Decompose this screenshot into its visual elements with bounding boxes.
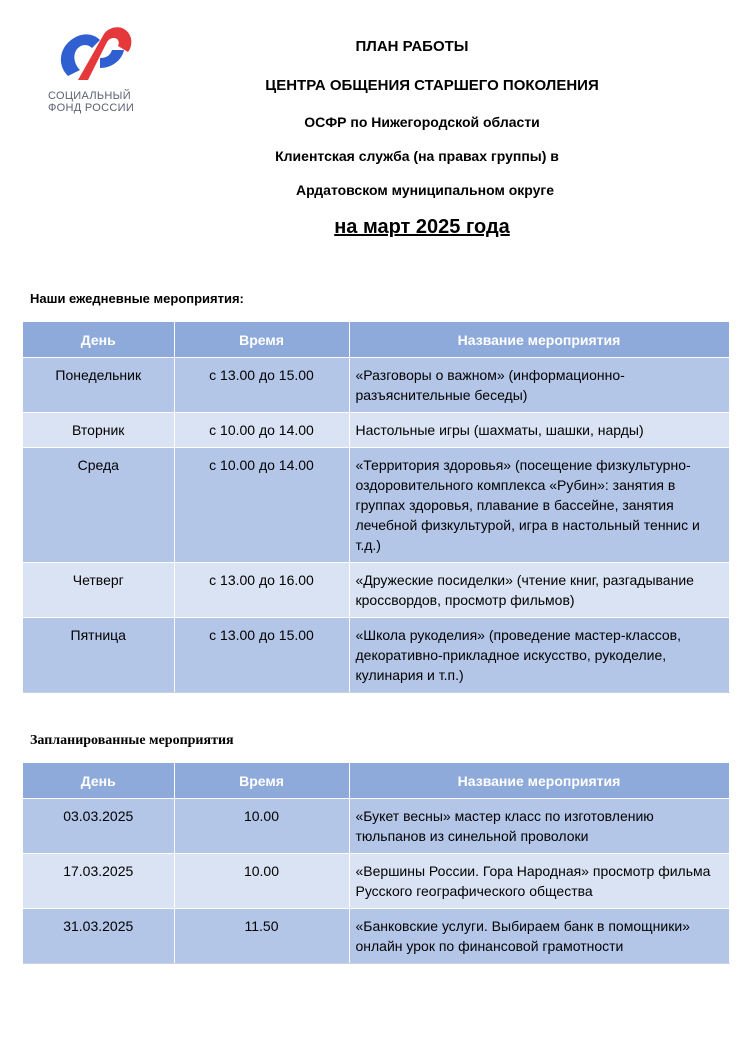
table-row <box>23 563 729 618</box>
cell-day: Среда <box>23 448 174 563</box>
planned-table <box>23 763 730 964</box>
plan-title: ПЛАН РАБОТЫ <box>355 38 469 55</box>
cell-time: с 10.00 до 14.00 <box>174 413 349 448</box>
cell-date: 31.03.2025 <box>23 909 174 964</box>
cell-day: Пятница <box>23 618 174 693</box>
table-row <box>23 909 729 964</box>
cell-date: 17.03.2025 <box>23 854 174 909</box>
branch-title: ОСФР по Нижегородской области <box>304 114 540 130</box>
cell-event: Настольные игры (шахматы, шашки, нарды) <box>349 413 729 448</box>
table-header-row <box>23 322 729 358</box>
cell-event: «Банковские услуги. Выбираем банк в помощники» онлайн урок по финансовой грамотности <box>349 909 729 964</box>
cell-event: «Вершины России. Гора Народная» просмотр фильма Русского географического общества <box>349 854 729 909</box>
cell-day: Понедельник <box>23 358 174 413</box>
district-title: Ардатовском муниципальном округе <box>295 182 555 198</box>
table-row <box>23 413 729 448</box>
cell-time: с 13.00 до 15.00 <box>174 358 349 413</box>
column-header-time: Время <box>174 322 349 358</box>
table-row <box>23 448 729 563</box>
column-header-day: День <box>23 763 174 799</box>
cell-event: «Букет весны» мастер класс по изготовлению тюльпанов из синельной проволоки <box>349 799 729 854</box>
center-title: ЦЕНТРА ОБЩЕНИЯ СТАРШЕГО ПОКОЛЕНИЯ <box>265 77 599 94</box>
column-header-name: Название мероприятия <box>349 322 729 358</box>
cell-event: «Дружеские посиделки» (чтение книг, разгадывание кроссвордов, просмотр фильмов) <box>349 563 729 618</box>
planned-section-title: Запланированные мероприятия <box>30 733 234 748</box>
logo-text-line2: ФОНД РОССИИ <box>48 102 135 114</box>
column-header-name: Название мероприятия <box>349 763 729 799</box>
logo-text-line1: СОЦИАЛЬНЫЙ <box>48 90 131 102</box>
cell-time: 11.50 <box>174 909 349 964</box>
cell-event: «Территория здоровья» (посещение физкультурно-оздоровительного комплекса «Рубин»: занятия в группах здоровья, плавание в бассейне, занятия лечебной физкультурой, игра в настольный теннис и т.д.) <box>349 448 729 563</box>
cell-event: «Разговоры о важном» (информационно-разъяснительные беседы) <box>349 358 729 413</box>
cell-time: 10.00 <box>174 799 349 854</box>
cell-date: 03.03.2025 <box>23 799 174 854</box>
daily-table <box>23 322 730 693</box>
cell-time: с 10.00 до 14.00 <box>174 448 349 563</box>
table-row <box>23 618 729 693</box>
daily-section-title: Наши ежедневные мероприятия: <box>30 291 244 306</box>
cell-day: Четверг <box>23 563 174 618</box>
cell-time: с 13.00 до 16.00 <box>174 563 349 618</box>
cell-time: 10.00 <box>174 854 349 909</box>
column-header-day: День <box>23 322 174 358</box>
cell-time: с 13.00 до 15.00 <box>174 618 349 693</box>
period-title: на март 2025 года <box>334 216 510 238</box>
table-header-row <box>23 763 729 799</box>
service-title: Клиентская служба (на правах группы) в <box>275 148 559 164</box>
cell-event: «Школа рукоделия» (проведение мастер-классов, декоративно-прикладное искусство, рукоделие, кулинария и т.п.) <box>349 618 729 693</box>
table-row <box>23 854 729 909</box>
table-row <box>23 358 729 413</box>
cell-day: Вторник <box>23 413 174 448</box>
table-row <box>23 799 729 854</box>
column-header-time: Время <box>174 763 349 799</box>
